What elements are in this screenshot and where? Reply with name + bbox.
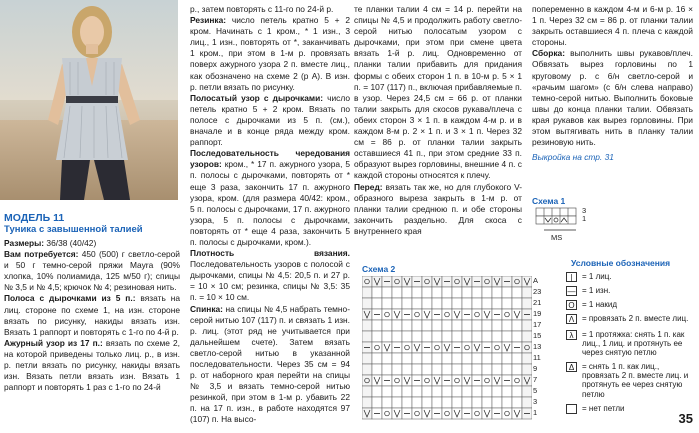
scheme1-title: Схема 1 (532, 196, 566, 206)
scheme2-cell (472, 298, 482, 309)
scheme1-ms: MS (551, 233, 563, 242)
scheme2-cell (422, 287, 432, 298)
col3-intro: те планки талии 4 см = 14 р. перейти на спицы № 4,5 и продолжить работу светло-серой нитью полосатым узором с дырочками, при этом при смене цвета вязать 1-й р. лиц. Одновременно от планки талии прибавить для придания формы с обеих сторон 1 п. в 10-м р. 5 × 1 п. = 107 (117) п., включая прибавляемые п. в узор. Через 24,5 см = 66 р. от планки талии закрыть для скосов рукава/плеча с обеих сторон 3 × 1 п. в каждом 4-м р. и в каждом 8-м р. 2 × 1 п. и 3 × 1 п. Через 32 см = 86 р. от планки талии закрыть оставшиеся 41 п., при этом средние 33 п. образуют вырез горловины, внешние 4 п. с каждой стороны относятся к плечу. (354, 4, 522, 181)
legend-symbol-3: O (566, 300, 577, 310)
sequence-label: Последовательность чередования узоров: (190, 148, 350, 170)
scheme2-cell (382, 408, 392, 419)
legend-symbol-7 (566, 404, 577, 414)
scheme2-cell (502, 320, 512, 331)
scheme2-cell (382, 386, 392, 397)
strip-value: вязать на лиц. стороне по схеме 1, на изн. стороне вязать по рисунку, накиды вязать изн. Вязать 1 раппорт и повторять с 1-го по 4-й р. (4, 293, 180, 337)
front-value: вязать так же, но для глубокого V-образного выреза закрыть в 1-м р. от планки талии среднюю п. и обе стороны закончить раздельно. Для скоса с внутреннего края (354, 181, 522, 236)
assembly-label: Сборка: (532, 48, 565, 59)
scheme2-cell (422, 298, 432, 309)
scheme2-cell (492, 397, 502, 408)
sizes-label: Размеры: (4, 238, 45, 248)
rib-value: число петель кратно 5 + 2 кром. Начинать с 1 кром., * 1 изн., 3 лиц., 1 изн., повторять от *, заканчивать 1 кром., при этом в 1-м р. провязать поверх ажурного узора 2 п. вместе лиц., как обозначено на схеме 2 (р А). В изн. р. петли вязать по рисунку. (190, 15, 350, 92)
scheme2-cell (482, 276, 492, 287)
column-4 (532, 4, 693, 163)
scheme2-cell (412, 320, 422, 331)
scheme2-cell (492, 353, 502, 364)
scheme2-cell (442, 353, 452, 364)
scheme2-cell (522, 342, 532, 353)
scheme2-cell (372, 287, 382, 298)
scheme2-cell (422, 320, 432, 331)
legend-title: Условные обозначения (571, 258, 671, 268)
scheme2-cell (512, 397, 522, 408)
scheme2-cell (412, 397, 422, 408)
scheme2-cell (512, 276, 522, 287)
scheme2-cell (472, 287, 482, 298)
scheme2-cell (362, 298, 372, 309)
scheme2-row-label: 3 (533, 397, 538, 406)
column-2 (190, 4, 350, 426)
scheme2-cell (482, 397, 492, 408)
pattern-link[interactable]: Выкройка на стр. 31 (532, 152, 614, 163)
scheme2-cell (522, 353, 532, 364)
scheme2-cell (392, 364, 402, 375)
scheme2-cell (472, 364, 482, 375)
legend-symbol-2: — (567, 287, 576, 296)
scheme2-cell (472, 309, 482, 320)
scheme2-cell (512, 287, 522, 298)
scheme2-cell (382, 298, 392, 309)
scheme2-cell (452, 276, 462, 287)
col2-intro: р., затем повторять с 11-го по 24-й р. (190, 4, 334, 14)
scheme2-cell (492, 320, 502, 331)
scheme2-cell (502, 353, 512, 364)
scheme2-title: Схема 2 (362, 264, 396, 274)
scheme2-cell (362, 276, 372, 287)
scheme2-cell (482, 287, 492, 298)
scheme2-cell (472, 331, 482, 342)
col4-intro: попеременно в каждом 4-м и 6-м р. 16 × 1 п. Через 32 см = 86 р. от планки талии закрыть оставшиеся 4 п. плеча с каждой стороны. (532, 4, 693, 48)
scheme2-cell (402, 320, 412, 331)
scheme2-cell (522, 364, 532, 375)
scheme2-cell (442, 309, 452, 320)
scheme2-cell (442, 364, 452, 375)
scheme2-cell (412, 386, 422, 397)
scheme2-cell (502, 408, 512, 419)
scheme2-cell (492, 287, 502, 298)
scheme2-cell (362, 375, 372, 386)
scheme2-cell (522, 397, 532, 408)
scheme2-row-label: 7 (533, 375, 538, 384)
materials-value: 450 (500) г светло-серой и 50 г темно-серой пряжи Mayra (90% хлопка, 10% полиамида, 125 м/50 г); спицы № 3,5 и № 4,5; крючок № 4; резиновая нить. (4, 249, 180, 293)
legend-symbol-1: | (566, 272, 577, 282)
scheme2-cell (512, 298, 522, 309)
striped-pattern-value: число петель кратно 5 + 2 кром. Вязать по полосе с дырочками из 5 п. (см.), вначале и в конце ряда между кром. раппорт. (190, 92, 350, 148)
column-3 (354, 4, 522, 237)
scheme2-cell (372, 331, 382, 342)
scheme2-cell (392, 287, 402, 298)
scheme2-cell (482, 298, 492, 309)
scheme2-cell (362, 320, 372, 331)
scheme2-cell (422, 364, 432, 375)
scheme2-cell (422, 375, 432, 386)
scheme2-cell (372, 353, 382, 364)
scheme2-cell (462, 320, 472, 331)
sequence-value: кром., * 17 п. ажурного узора, 5 п. полосы с дырочками, повторять от * еще 3 раза, закончить 17 п. ажурного узора, кром. (для размера 40/42: кром., 5 п. полосы с дырочками, 17 п. ажурного узора, 5 п. полосы с дырочками, повторять от * еще 4 раза, закончить 5 п. полосы с дырочками, кром.). (190, 159, 350, 247)
density-value: Последовательность узоров с полосой с дырочками, спицы № 4,5: 20,5 п. и 27 р. = 10 × 10 см; резинка, спицы № 3,5: 35 п. = 10 × 10 см. (190, 259, 350, 303)
scheme2-cell (462, 298, 472, 309)
scheme2-cell (392, 331, 402, 342)
sequence-paragraph (190, 148, 350, 248)
scheme2-cell (392, 353, 402, 364)
scheme2-cell (402, 353, 412, 364)
scheme2-cell (392, 397, 402, 408)
scheme2-cell (432, 331, 442, 342)
scheme2-cell (432, 364, 442, 375)
scheme2-cell (362, 287, 372, 298)
scheme2-cell (462, 386, 472, 397)
scheme2-cell (522, 298, 532, 309)
scheme2-cell (362, 386, 372, 397)
scheme2-cell (522, 287, 532, 298)
scheme2-cell (522, 320, 532, 331)
scheme2-cell (432, 397, 442, 408)
scheme2-cell (462, 364, 472, 375)
scheme2-cell (412, 364, 422, 375)
legend-item-1: = 1 лиц. (582, 272, 612, 281)
scheme2-cell (412, 287, 422, 298)
density-label: Плотность вязания. (190, 248, 350, 259)
scheme2-cell (452, 353, 462, 364)
scheme2-cell (442, 298, 452, 309)
model-photo (0, 0, 178, 200)
scheme2-cell (382, 320, 392, 331)
rib-label: Резинка: (190, 15, 227, 26)
back-label: Спинка: (190, 303, 223, 314)
scheme2-row-label: A (533, 276, 539, 285)
front-label: Перед: (354, 181, 383, 192)
scheme2-cell (422, 276, 432, 287)
page-number: 35 (678, 410, 693, 426)
scheme2-cell (382, 309, 392, 320)
scheme2-cell (372, 298, 382, 309)
scheme2-cell (442, 397, 452, 408)
sizes-value: 36/38 (40/42) (44, 238, 97, 248)
scheme2-row-label: 21 (533, 298, 542, 307)
scheme2-cell (452, 287, 462, 298)
scheme1-row-1: 1 (582, 214, 587, 223)
scheme2-cell (412, 353, 422, 364)
scheme2-cell (372, 364, 382, 375)
scheme2-cell (512, 364, 522, 375)
scheme2-cell (392, 386, 402, 397)
scheme2-cell (482, 375, 492, 386)
scheme2-cell (432, 353, 442, 364)
lace-value: вязать по схеме 2, на которой приведены только лиц. р., в изн. р. петли вязать по рисунку, накиды вязать изн. Вязать петли вязать изн. Вязать 1 раппорт и повторять 1 раз с 1-го по 24-й (4, 337, 180, 393)
scheme2-cell (372, 320, 382, 331)
scheme2-cell (372, 386, 382, 397)
scheme2-cell (392, 298, 402, 309)
scheme2-cell (412, 408, 422, 419)
scheme2-cell (452, 320, 462, 331)
scheme2-cell (482, 386, 492, 397)
scheme2-cell (462, 342, 472, 353)
scheme2-cell (512, 331, 522, 342)
scheme2-cell (382, 353, 392, 364)
scheme2-cell (422, 386, 432, 397)
scheme2-cell (452, 298, 462, 309)
scheme2-cell (432, 342, 442, 353)
scheme2-cell (432, 320, 442, 331)
scheme2-cell (392, 276, 402, 287)
scheme2-cell (502, 298, 512, 309)
sizes-paragraph (4, 238, 180, 249)
scheme2-grid (362, 276, 532, 426)
scheme2-row-label: 1 (533, 408, 538, 417)
scheme1-row-3: 3 (582, 206, 587, 215)
scheme2-cell (472, 408, 482, 419)
scheme2-cell (492, 331, 502, 342)
scheme2-cell (502, 397, 512, 408)
scheme2-row-label: 13 (533, 342, 542, 351)
scheme2-cell (382, 331, 392, 342)
scheme2-cell (382, 397, 392, 408)
scheme1-grid (532, 206, 602, 244)
scheme2-cell (422, 353, 432, 364)
scheme2-cell (472, 353, 482, 364)
scheme2-cell (472, 386, 482, 397)
legend-symbol-6: Δ (566, 362, 577, 372)
scheme2-cell (482, 364, 492, 375)
strip-label: Полоса с дырочками из 5 п.: (4, 293, 136, 304)
scheme2-cell (372, 397, 382, 408)
scheme2-cell (462, 331, 472, 342)
materials-label: Вам потребуется: (4, 249, 79, 260)
scheme2-cell (512, 353, 522, 364)
scheme2-row-label: 17 (533, 320, 542, 329)
scheme2-cell (472, 320, 482, 331)
scheme2-cell (512, 375, 522, 386)
scheme2-cell (492, 364, 502, 375)
scheme2-cell (492, 386, 502, 397)
scheme2-cell (462, 353, 472, 364)
scheme2-cell (442, 320, 452, 331)
scheme2-cell (432, 287, 442, 298)
legend-item-3: = 1 накид (582, 300, 618, 309)
scheme2-cell (402, 298, 412, 309)
rib-paragraph (190, 15, 350, 93)
scheme2-row-label: 19 (533, 309, 542, 318)
column-1 (4, 238, 180, 393)
striped-pattern-paragraph (190, 93, 350, 148)
legend-symbol-4: Λ (566, 314, 577, 324)
scheme2-cell (392, 320, 402, 331)
scheme2-cell (482, 320, 492, 331)
scheme2-cell (502, 309, 512, 320)
assembly-paragraph (532, 48, 693, 148)
lace-label: Ажурный узор из 17 п.: (4, 337, 103, 348)
scheme2-cell (402, 386, 412, 397)
scheme2-cell (422, 331, 432, 342)
scheme2-cell (462, 397, 472, 408)
scheme2-row-labels (533, 276, 547, 426)
strip-paragraph (4, 293, 180, 337)
scheme2-cell (412, 309, 422, 320)
scheme2-cell (452, 375, 462, 386)
scheme2-cell (502, 386, 512, 397)
scheme2-cell (382, 287, 392, 298)
scheme2-cell (372, 342, 382, 353)
scheme2-cell (482, 353, 492, 364)
density-paragraph (190, 248, 350, 303)
scheme2-cell (402, 331, 412, 342)
scheme2-cell (482, 331, 492, 342)
scheme2-cell (402, 397, 412, 408)
scheme2-cell (472, 397, 482, 408)
scheme2-cell (502, 331, 512, 342)
scheme2-cell (402, 342, 412, 353)
scheme2-cell (462, 287, 472, 298)
scheme2-cell (502, 364, 512, 375)
scheme2-cell (522, 386, 532, 397)
scheme2-cell (412, 298, 422, 309)
scheme2-row-label: 23 (533, 287, 542, 296)
scheme2-cell (502, 287, 512, 298)
scheme2-cell (392, 375, 402, 386)
back-paragraph (190, 304, 350, 426)
scheme2-cell (432, 386, 442, 397)
scheme2-cell (402, 364, 412, 375)
scheme2-cell (442, 408, 452, 419)
scheme2-cell (452, 386, 462, 397)
scheme2-cell (362, 353, 372, 364)
scheme2-cell (382, 364, 392, 375)
scheme2-cell (452, 397, 462, 408)
scheme2-cell (442, 331, 452, 342)
scheme2-cell (422, 397, 432, 408)
legend-item-7: = нет петли (582, 404, 625, 413)
lace-paragraph (4, 338, 180, 393)
scheme2-row-label: 15 (533, 331, 542, 340)
materials-paragraph (4, 249, 180, 293)
scheme2-cell (402, 287, 412, 298)
scheme2-cell (512, 320, 522, 331)
scheme2-cell (442, 386, 452, 397)
striped-pattern-label: Полосатый узор с дырочками: (190, 92, 324, 103)
scheme2-cell (362, 397, 372, 408)
scheme2-cell (452, 331, 462, 342)
scheme2-cell (452, 364, 462, 375)
scheme2-row-label: 5 (533, 386, 538, 395)
legend-item-6: = снять 1 п. как лиц., провязать 2 п. вместе лиц. и протянуть ее через снятую петлю (582, 362, 689, 399)
scheme2-cell (362, 364, 372, 375)
front-paragraph (354, 182, 522, 237)
model-title: МОДЕЛЬ 11 (4, 212, 65, 224)
assembly-value: выполнить швы рукавов/плеч. Обвязать вырез горловины по 1 круговому р. с 6/н светло-серой и «рачьим шагом» (с 6/н слева направо) темно-серой нитью. Выполнить боковые швы до конца планки талии. Обвязать края рукавов как вырез горловины. При этом вытягивать нить в планку талии резиновую нить. (532, 48, 693, 148)
model-subtitle: Туника с завышенной талией (4, 224, 143, 235)
model-figure (0, 0, 178, 200)
scheme2-cell (492, 342, 502, 353)
scheme2-cell (442, 287, 452, 298)
scheme2-cell (412, 331, 422, 342)
scheme2-row-label: 11 (533, 353, 541, 362)
scheme2-cell (512, 386, 522, 397)
legend-symbol-5: λ (566, 330, 577, 340)
scheme2-cell (432, 298, 442, 309)
back-value: на спицы № 4,5 набрать темно-серой нитью 107 (117) п. и связать 1 изн. р. лиц. (этот ряд не учитывается при дальнейшем счете). Затем вязать светло-серой нитью в указанной последовательности. Через 35 см = 94 р. от наборного края перейти на спицы № 3,5 и вязать темно-серой нитью резинкой, при этом в 1-м р. убавить 22 п. на 17 п. изн., в работе находятся 97 (107) п. На высо- (190, 303, 350, 425)
legend-item-2: = 1 изн. (582, 286, 611, 295)
scheme2-cell (522, 331, 532, 342)
scheme2-cell (362, 331, 372, 342)
scheme2-row-label: 9 (533, 364, 538, 373)
legend-item-5: = 1 протяжка: снять 1 п. как лиц., 1 лиц. и протянуть ее через снятую петлю (582, 330, 685, 358)
legend-item-4: = провязать 2 п. вместе лиц. (582, 314, 689, 323)
scheme2-cell (492, 298, 502, 309)
